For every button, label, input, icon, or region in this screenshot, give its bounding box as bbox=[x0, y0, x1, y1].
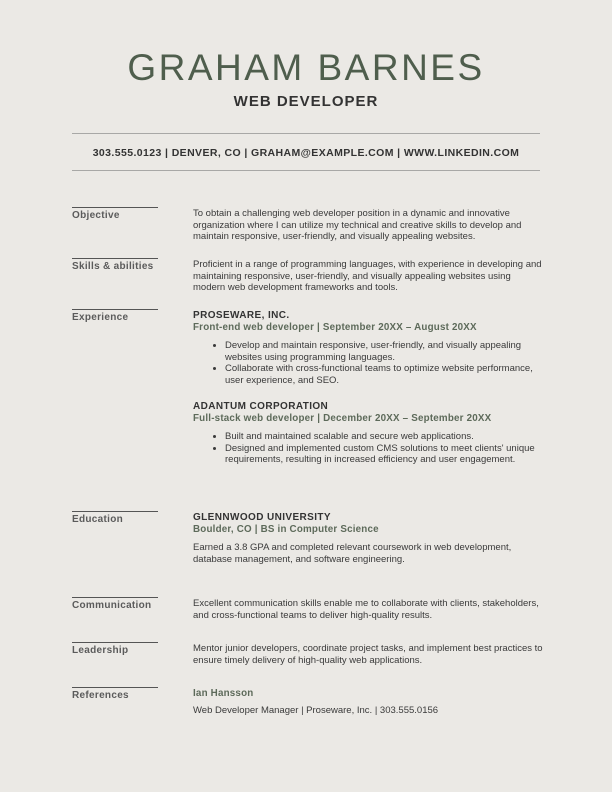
job-role: Full-stack web developer | December 20XX – September 20XX bbox=[193, 413, 492, 424]
section-rule bbox=[72, 309, 158, 310]
company-name: ADANTUM CORPORATION bbox=[193, 401, 329, 412]
objective-text: To obtain a challenging web developer position in a dynamic and innovative organization where I can utilize my technical and creative skills to develop and maintain responsive, user-friendly, and visually appealing websites. bbox=[193, 208, 522, 242]
section-body bbox=[193, 310, 543, 466]
job-bullet: • Develop and maintain responsive, user-friendly, and visually appealing websites using programming languages. bbox=[225, 340, 543, 363]
section-rule bbox=[72, 597, 158, 598]
company-name: PROSEWARE, INC. bbox=[193, 310, 290, 321]
education-text: Earned a 3.8 GPA and completed relevant coursework in web development, database management, and software engineering. bbox=[193, 542, 512, 565]
section-label: Leadership bbox=[72, 645, 129, 656]
job-bullet: • Collaborate with cross-functional teams to optimize website performance, user experience, and SEO. bbox=[225, 363, 543, 386]
communication-text: Excellent communication skills enable me to collaborate with clients, stakeholders, and cross-functional teams to deliver high-quality results. bbox=[193, 598, 539, 621]
job-bullets bbox=[193, 340, 543, 386]
section-label: Skills & abilities bbox=[72, 261, 154, 272]
section-rule bbox=[72, 642, 158, 643]
school-name: GLENNWOOD UNIVERSITY bbox=[193, 512, 332, 523]
section-body bbox=[193, 512, 543, 565]
job-bullets bbox=[193, 431, 543, 466]
section-rule bbox=[72, 258, 158, 259]
job-bullet: • Designed and implemented custom CMS solutions to meet clients' unique requirements, resulting in increased efficiency and user engagement. bbox=[225, 443, 543, 466]
reference-name: Ian Hansson bbox=[193, 688, 254, 699]
section-body bbox=[193, 259, 543, 294]
skills-text: Proficient in a range of programming languages, with experience in developing and maintaining responsive, user-friendly, and visually appealing websites using modern web development frameworks and tools. bbox=[193, 259, 542, 293]
section-body bbox=[193, 598, 543, 621]
header-divider-top bbox=[72, 133, 540, 134]
section-label: Communication bbox=[72, 600, 152, 611]
section-rule bbox=[72, 511, 158, 512]
section-label: References bbox=[72, 690, 129, 701]
section-rule bbox=[72, 687, 158, 688]
leadership-text: Mentor junior developers, coordinate project tasks, and implement best practices to ensure timely delivery of high-quality web applications. bbox=[193, 643, 543, 666]
section-label: Experience bbox=[72, 312, 129, 323]
section-rule bbox=[72, 207, 158, 208]
reference-text: Web Developer Manager | Proseware, Inc. | 303.555.0156 bbox=[193, 705, 439, 716]
header-divider-bottom bbox=[72, 170, 540, 171]
section-body bbox=[193, 643, 543, 666]
job-bullet: • Built and maintained scalable and secure web applications. bbox=[225, 431, 543, 443]
job-role: Front-end web developer | September 20XX – August 20XX bbox=[193, 322, 477, 333]
contact-info: 303.555.0123 | DENVER, CO | GRAHAM@EXAMPLE.COM | WWW.LINKEDIN.COM bbox=[92, 147, 520, 159]
section-label: Objective bbox=[72, 210, 120, 221]
section-label: Education bbox=[72, 514, 124, 525]
section-body bbox=[193, 208, 543, 243]
degree-details: Boulder, CO | BS in Computer Science bbox=[193, 524, 379, 535]
job-title: WEB DEVELOPER bbox=[233, 93, 379, 110]
resume-name: GRAHAM BARNES bbox=[127, 47, 485, 88]
section-body bbox=[193, 688, 543, 717]
